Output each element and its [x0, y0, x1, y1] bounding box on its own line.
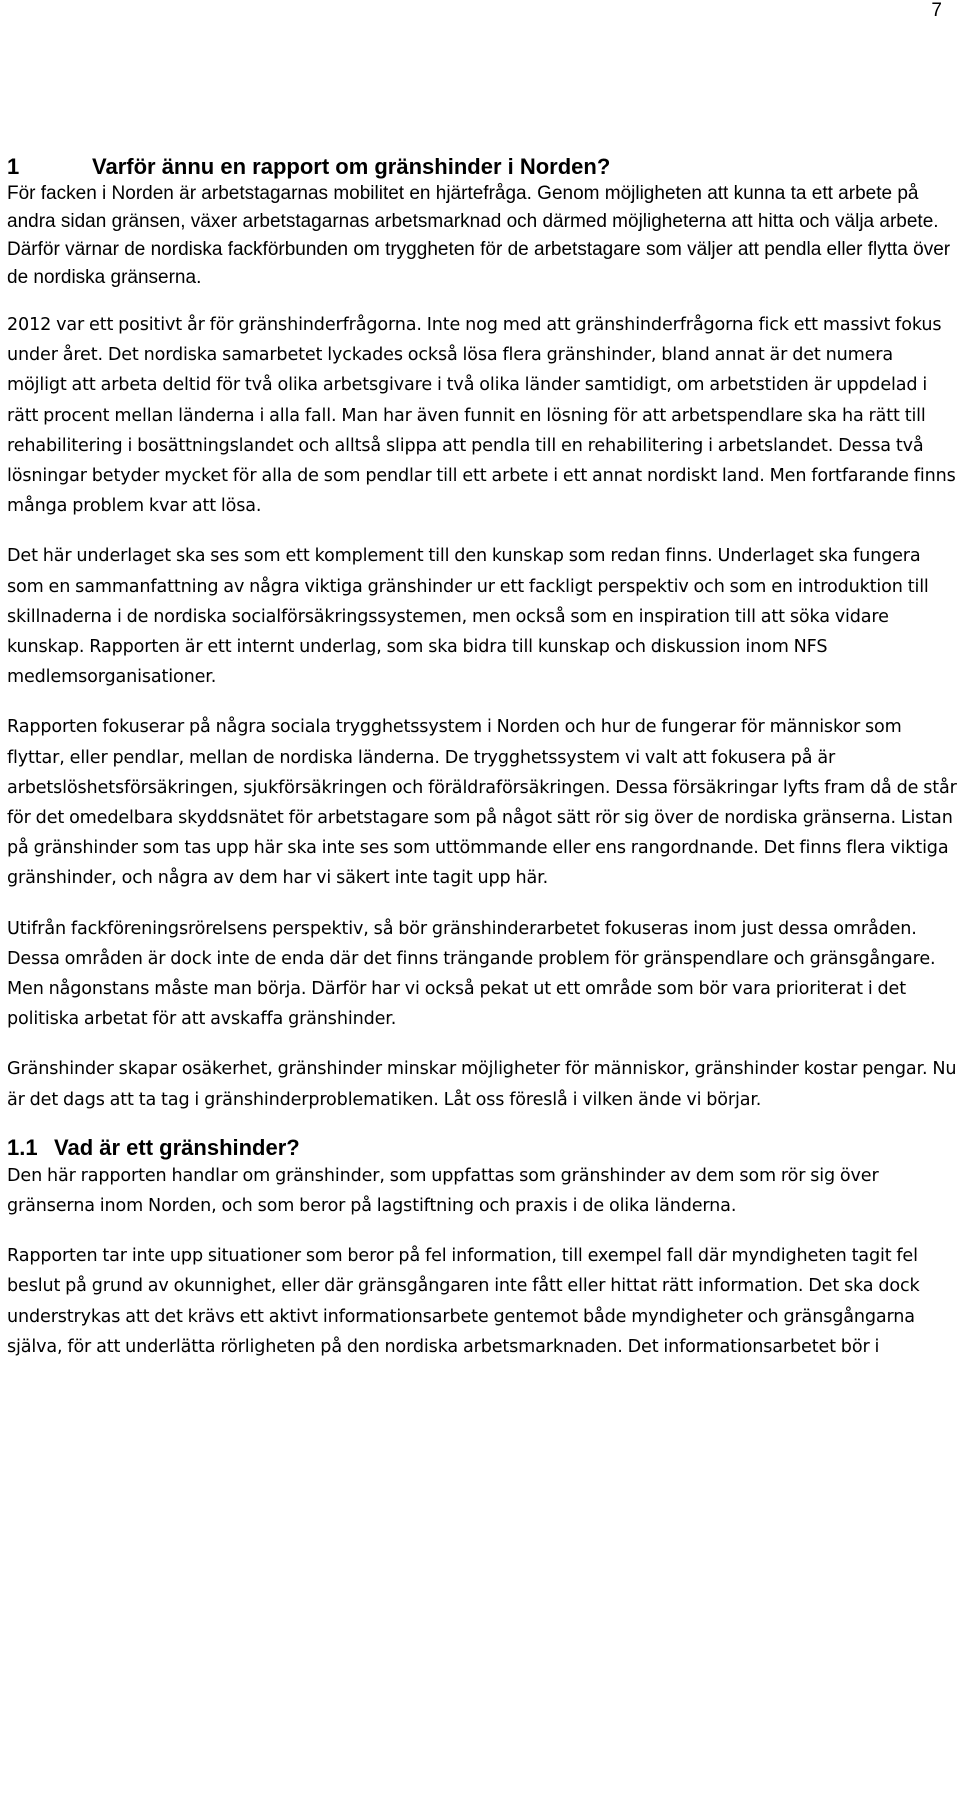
section-heading-1 [7, 154, 957, 180]
section-number: 1.1 [7, 1134, 38, 1160]
paragraph: Rapporten tar inte upp situationer som beror på fel information, till exempel fall där myndigheten tagit fel beslut på grund av okunnighet, eller där gränsgångaren inte fått eller hittat rätt information. Det ska dock understrykas att det krävs ett aktivt informationsarbete gentemot både myndigheter och gränsgångarna själva, för att underlätta rörligheten på den nordiska arbetsmarknaden. Det informationsarbetet bör i [7, 1246, 920, 1357]
section-number: 1 [7, 154, 20, 179]
document-body [7, 154, 957, 1362]
paragraph: Gränshinder skapar osäkerhet, gränshinder minskar möjligheter för människor, gränshinder kostar pengar. Nu är det dags att ta tag i gränshinderproblematiken. Låt oss föreslå i vilken ände vi börjar. [7, 1059, 957, 1110]
section-heading-1-1 [7, 1135, 957, 1161]
paragraph: Den här rapporten handlar om gränshinder, som uppfattas som gränshinder av dem som rör sig över gränserna inom Norden, och som beror på lagstiftning och praxis i de olika länderna. [7, 1165, 879, 1217]
section-title: Vad är ett gränshinder? [54, 1134, 300, 1160]
section-title: Varför ännu en rapport om gränshinder i Norden? [92, 154, 611, 179]
paragraph: Utifrån fackföreningsrörelsens perspektiv, så bör gränshinderarbetet fokuseras inom just dessa områden. Dessa områden är dock inte de enda där det finns trängande problem för gränspendlare och gränsgångare. Men någonstans måste man börja. Därför har vi också pekat ut ett område som bör vara prioriterat i det politiska arbetat för att avskaffa gränshinder. [7, 918, 936, 1030]
paragraph: För facken i Norden är arbetstagarnas mobilitet en hjärtefråga. Genom möjligheten att kunna ta ett arbete på andra sidan gränsen, växer arbetstagarnas arbetsmarknad och därmed möjligheterna att hitta och välja arbete. Därför värnar de nordiska fackförbunden om tryggheten för de arbetstagare som väljer att pendla eller flytta över de nordiska gränserna. [7, 183, 951, 288]
page-number: 7 [931, 0, 942, 21]
paragraph: Rapporten fokuserar på några sociala trygghetssystem i Norden och hur de fungerar för människor som flyttar, eller pendlar, mellan de nordiska länderna. De trygghetssystem vi valt att fokusera på är arbetslöshetsförsäkringen, sjukförsäkringen och föräldraförsäkringen. Dessa försäkringar lyfts fram då de står för det omedelbara skyddsnätet för arbetstagare som på något sätt rör sig över de nordiska gränserna. Listan på gränshinder som tas upp här ska inte ses som uttömmande eller ens rangordnande. Det finns flera viktiga gränshinder, och några av dem har vi säkert inte tagit upp här. [7, 717, 957, 889]
paragraph: 2012 var ett positivt år för gränshinderfrågorna. Inte nog med att gränshinderfrågorna fick ett massivt fokus under året. Det nordiska samarbetet lyckades också lösa flera gränshinder, bland annat är det numera möjligt att arbeta deltid för två olika arbetsgivare i två olika länder samtidigt, om arbetstiden är uppdelad i rätt procent mellan länderna i alla fall. Man har även funnit en lösning för att arbetspendlare ska ha rätt till rehabilitering i bosättningslandet och alltså slippa att pendla till en rehabilitering i arbetslandet. Dessa två lösningar betyder mycket för alla de som pendlar till ett arbete i ett annat nordiskt land. Men fortfarande finns många problem kvar att lösa. [7, 315, 956, 517]
paragraph: Det här underlaget ska ses som ett komplement till den kunskap som redan finns. Underlaget ska fungera som en sammanfattning av några viktiga gränshinder ur ett fackligt perspektiv och som en introduktion till skillnaderna i de nordiska socialförsäkringssystemen, men också som en inspiration till att söka vidare kunskap. Rapporten är ett internt underlag, som ska bidra till kunskap och diskussion inom NFS medlemsorganisationer. [7, 546, 929, 688]
